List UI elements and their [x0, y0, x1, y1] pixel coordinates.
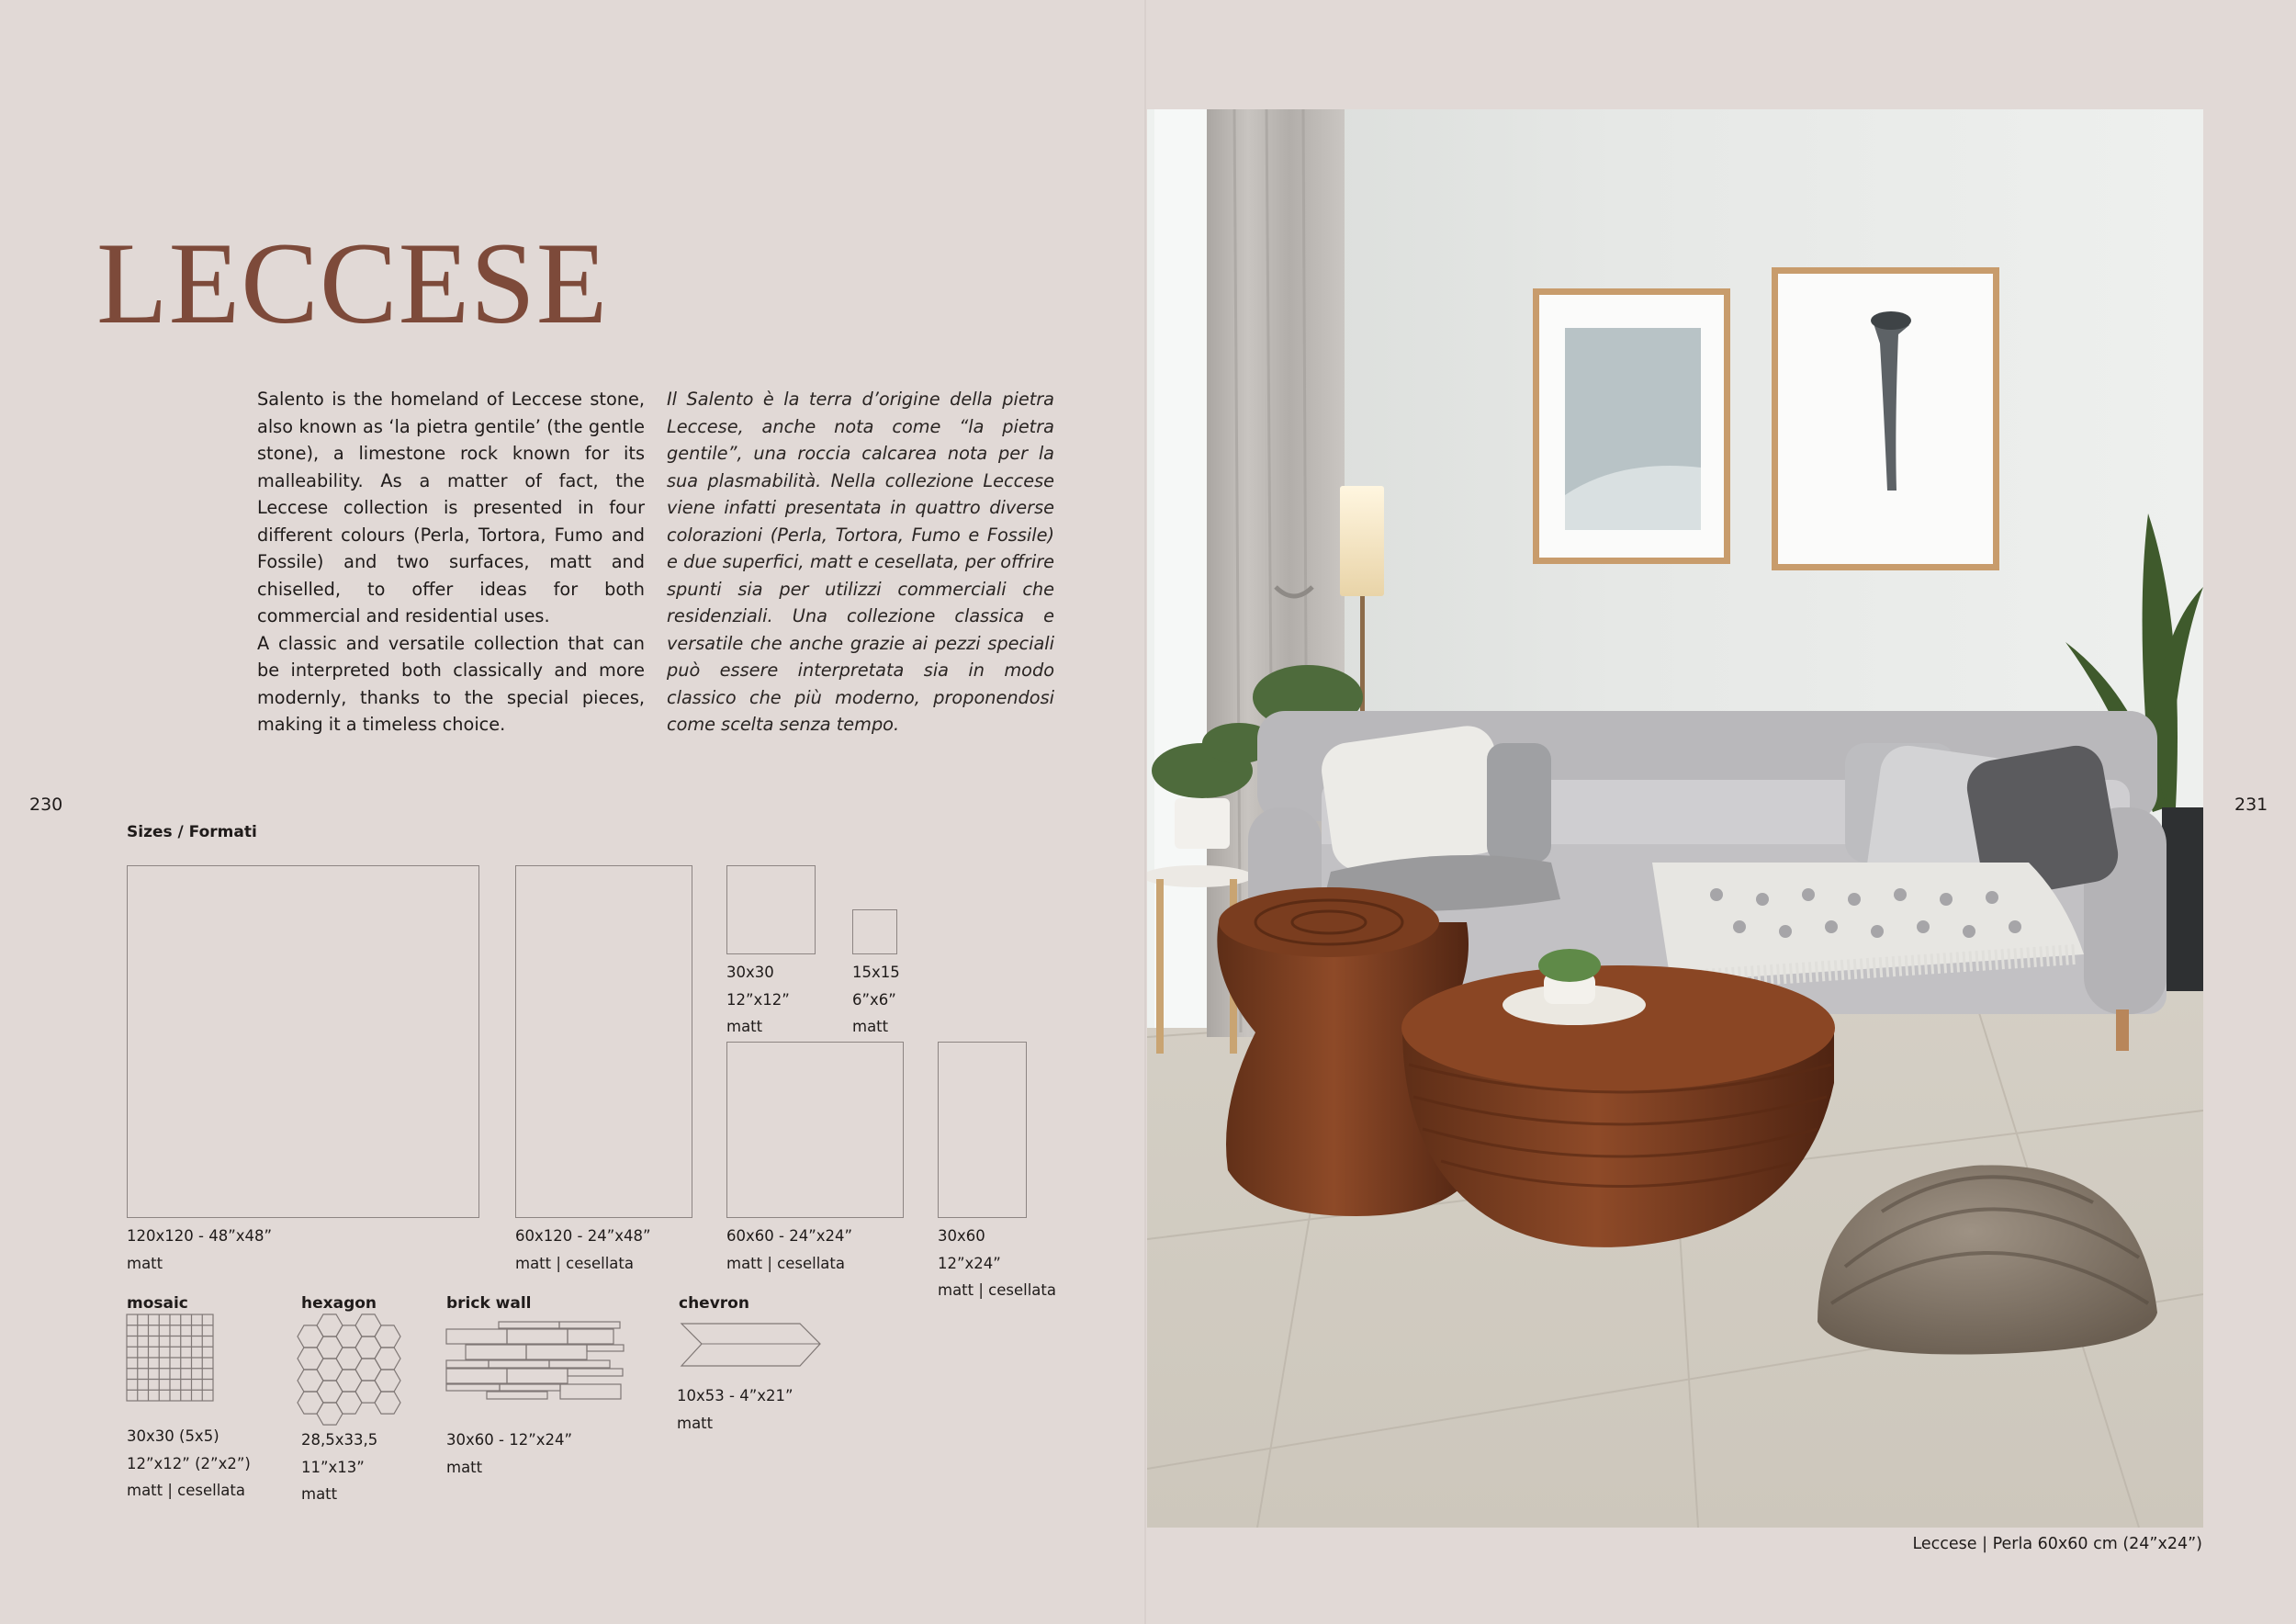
caption-line: 60x60 - 24”x24” [726, 1227, 853, 1245]
caption-line: matt [726, 1018, 763, 1035]
caption-line: 10x53 - 4”x21” [677, 1387, 793, 1404]
sizes-heading: Sizes / Formati [127, 823, 257, 841]
special-label-chevron: chevron [679, 1294, 749, 1313]
caption-line: 30x60 - 12”x24” [446, 1431, 573, 1449]
caption-line: 120x120 - 48”x48” [127, 1227, 273, 1245]
special-caption [127, 1423, 251, 1505]
hexagon-icon [300, 1313, 398, 1425]
caption-line: 60x120 - 24”x48” [515, 1227, 651, 1245]
caption-line: 11”x13” [301, 1458, 365, 1476]
brick-wall-icon [445, 1321, 625, 1407]
caption-line: 30x30 [726, 964, 774, 981]
photo-caption: Leccese | Perla 60x60 cm (24”x24”) [1912, 1535, 2202, 1553]
caption-line: matt [301, 1485, 338, 1503]
caption-line: matt | cesellata [726, 1254, 846, 1272]
tile-caption [726, 1223, 852, 1277]
mosaic-grid-icon [126, 1314, 216, 1404]
caption-line: 12”x24” [938, 1254, 1001, 1272]
tile-60x120-outline [515, 865, 692, 1218]
italian-paragraph: Il Salento è la terra d’origine della pietra Leccese, anche nota come “la pietra gentile”, una roccia calcarea nota per la sua plasmabilità. Nella collezione Leccese viene infatti presentata in quattro diverse colorazioni (Perla, Tortora, Fumo e Fossile) e due superfici, matt e cesellata, per offrire spunti sia per utilizzi commerciali che residenziali. Una collezione classica e versatile che anche grazie ai pezzi speciali può essere interpretata sia in modo classico che più moderno, proponendosi come scelta senza tempo. [667, 389, 1054, 735]
page-number-right: 231 [2234, 795, 2268, 815]
caption-line: 30x30 (5x5) [127, 1427, 219, 1445]
special-label-brick-wall: brick wall [446, 1294, 532, 1313]
caption-line: 30x60 [938, 1227, 985, 1245]
page-number-left: 230 [29, 795, 63, 815]
english-paragraph: A classic and versatile collection that can be interpreted both classically and more modernly, thanks to the special pieces, making it a timeless choice. [257, 632, 645, 735]
caption-line: 28,5x33,5 [301, 1431, 378, 1449]
italian-description [667, 386, 1054, 739]
tile-caption [127, 1223, 272, 1277]
english-description [257, 386, 645, 739]
tile-15x15-outline [852, 909, 897, 954]
caption-line: matt [852, 1018, 889, 1035]
caption-line: 6”x6” [852, 990, 896, 1009]
special-caption [446, 1427, 572, 1481]
tile-caption [515, 1223, 651, 1277]
special-label-mosaic: mosaic [127, 1294, 188, 1313]
tile-caption [726, 959, 790, 1041]
tile-30x60-outline [938, 1042, 1027, 1218]
caption-line: matt [677, 1414, 714, 1432]
caption-line: 12”x12” [726, 990, 790, 1009]
caption-line: matt | cesellata [515, 1254, 635, 1272]
page-gutter [1144, 0, 1146, 1624]
special-caption [677, 1382, 793, 1437]
tile-120x120-outline [127, 865, 479, 1218]
english-paragraph: Salento is the homeland of Leccese stone, also known as ‘la pietra gentile’ (the gentle stone), a limestone rock known for its malleability. As a matter of fact, the Leccese collection is presented in four different colours (Perla, Tortora, Fumo and Fossile) and two surfaces, matt and chiselled, to offer ideas for both commercial and residential uses. [257, 389, 645, 626]
living-room-photo [1147, 109, 2203, 1528]
tile-30x30-outline [726, 865, 816, 954]
tile-caption [938, 1223, 1056, 1304]
caption-line: 15x15 [852, 964, 900, 981]
tile-caption [852, 959, 900, 1041]
chevron-icon [679, 1321, 824, 1370]
special-label-hexagon: hexagon [301, 1294, 377, 1313]
caption-line: matt | cesellata [938, 1281, 1057, 1299]
caption-line: matt | cesellata [127, 1482, 246, 1499]
caption-line: matt [127, 1254, 163, 1272]
special-caption [301, 1427, 377, 1508]
collection-title: LECCESE [96, 220, 609, 348]
caption-line: matt [446, 1458, 483, 1476]
tile-60x60-outline [726, 1042, 904, 1218]
caption-line: 12”x12” (2”x2”) [127, 1454, 251, 1472]
